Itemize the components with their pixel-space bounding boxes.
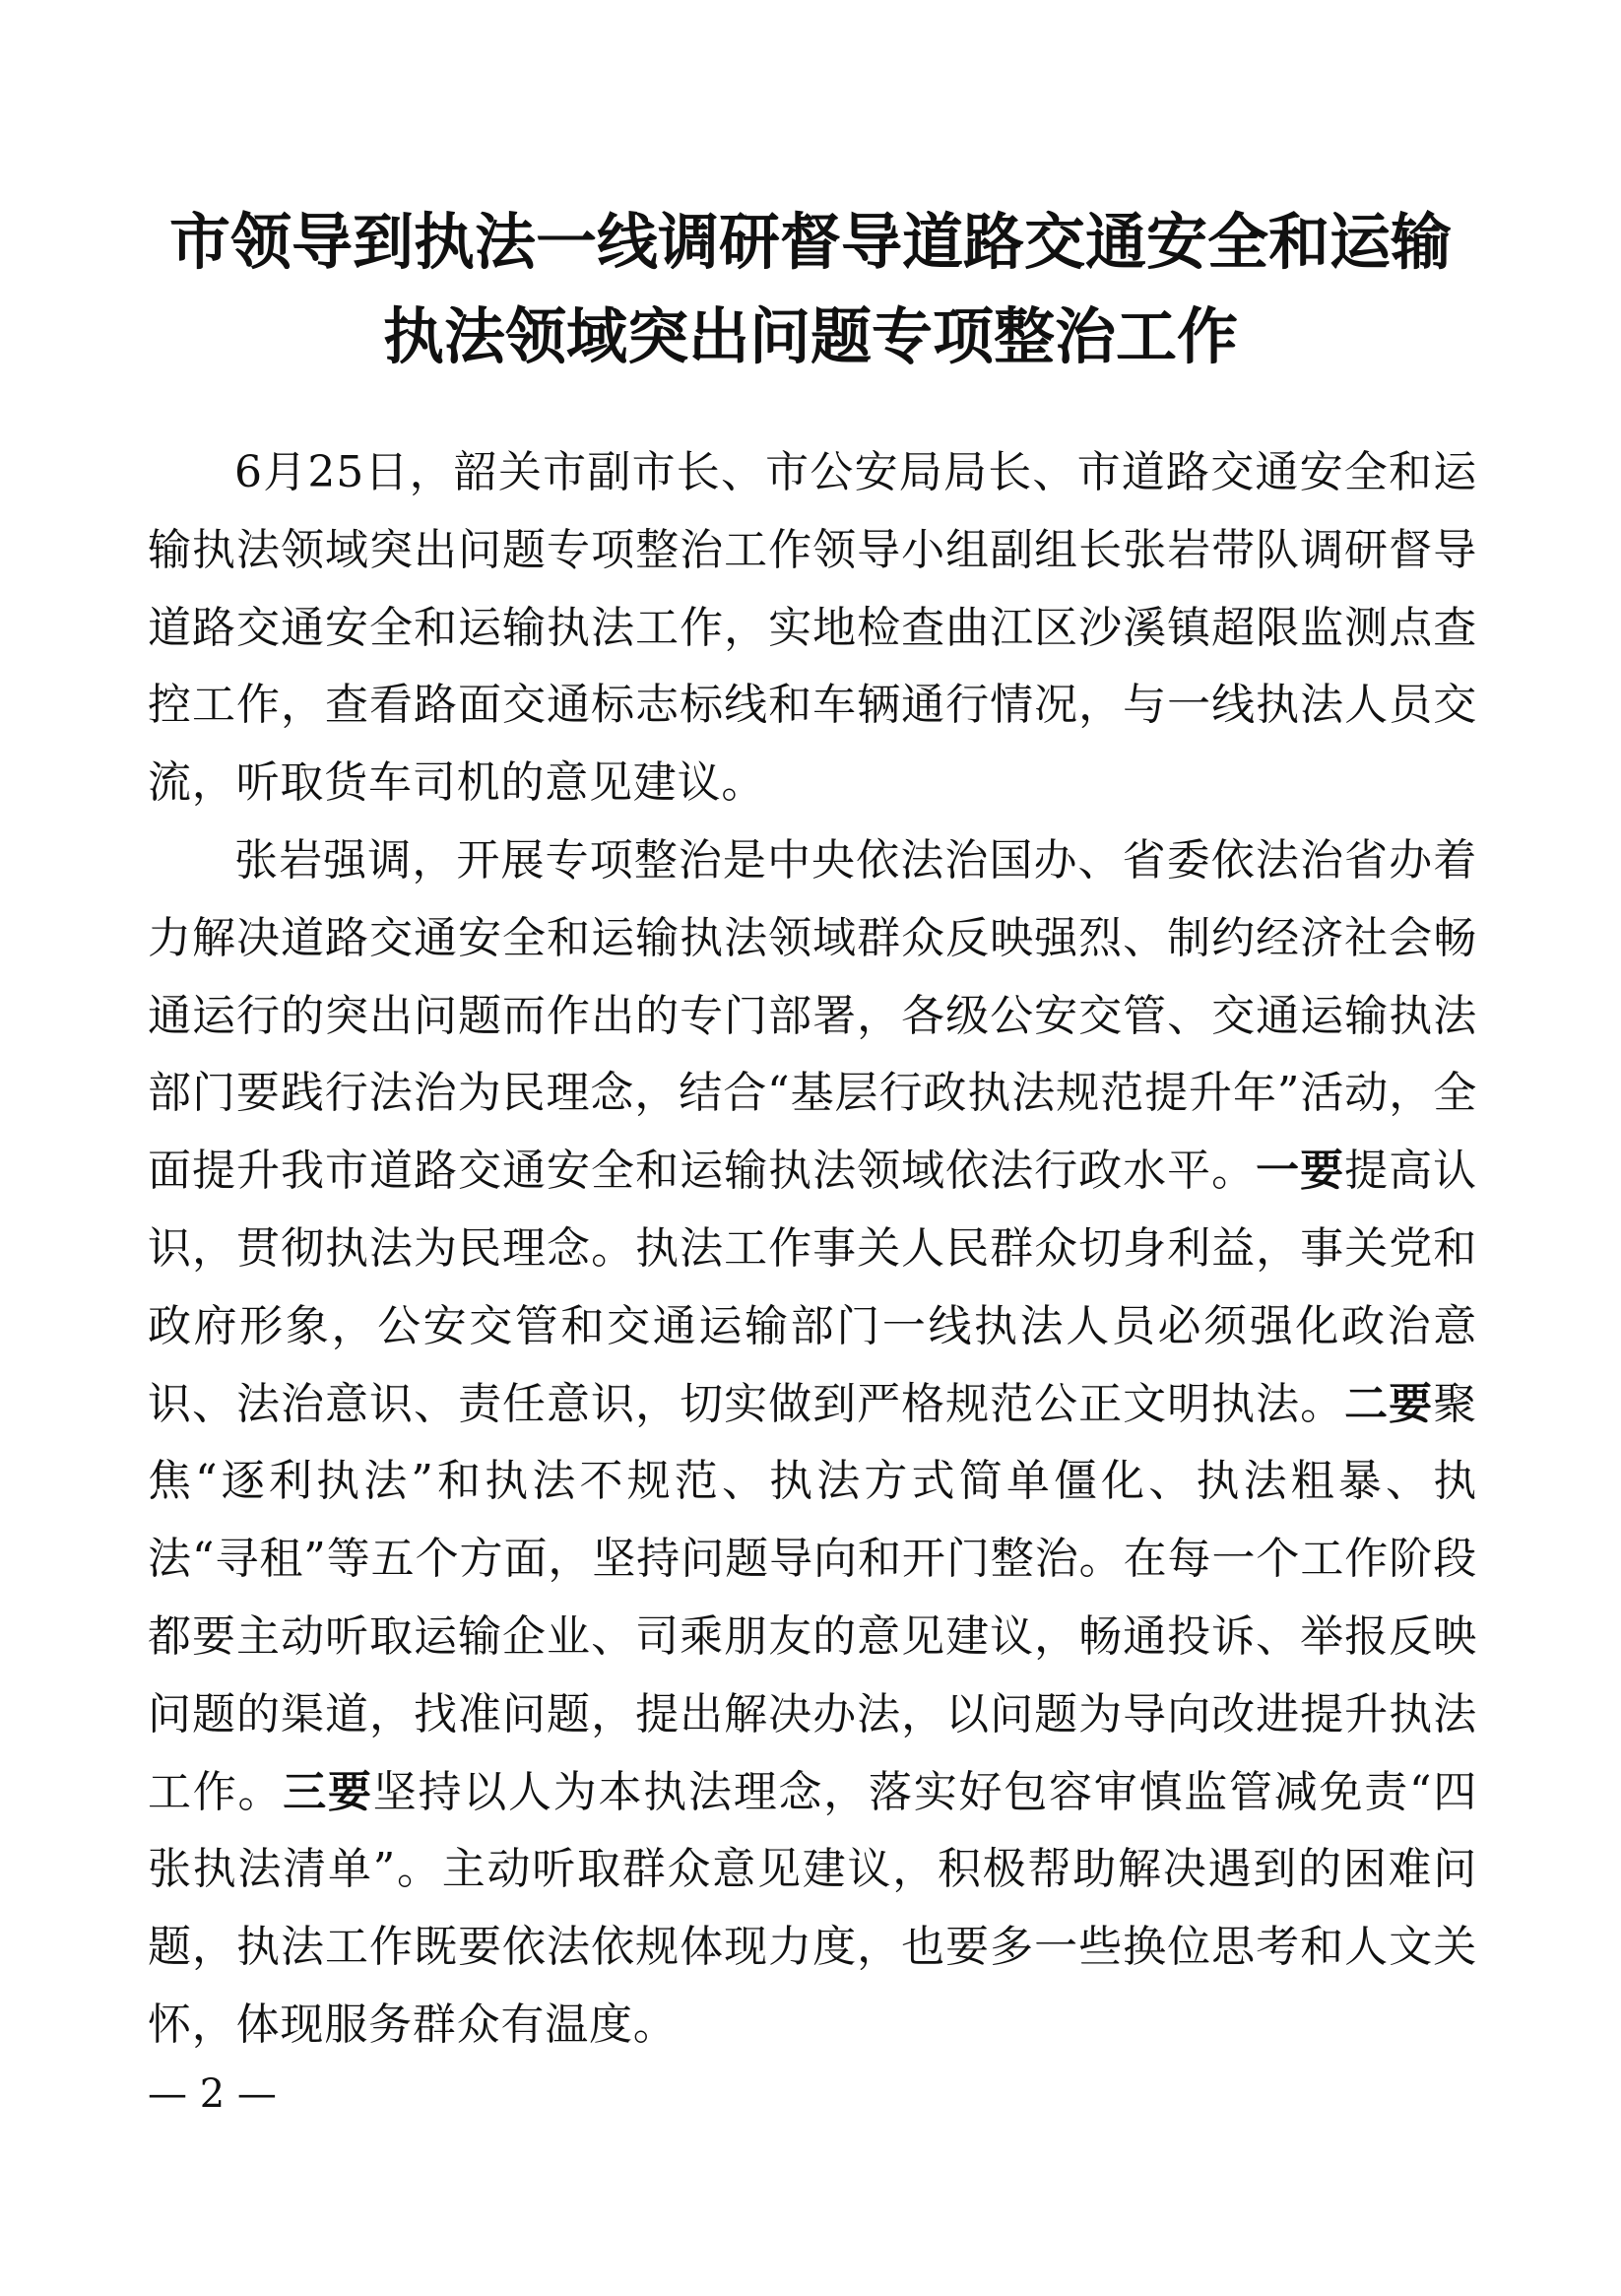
page-number: — 2 — xyxy=(148,2071,277,2117)
paragraph-1: 6月25日，韶关市副市长、市公安局局长、市道路交通安全和运输执法领域突出问题专项整治工作领导小组副组长张岩带队调研督导道路交通安全和运输执法工作，实地检查曲江区沙溪镇超限监测点查控工作，查看路面交通标志标线和车辆通行情况，与一线执法人员交流，听取货车司机的意见建议。 xyxy=(148,447,1477,809)
point-2-label: 二要 xyxy=(1344,1378,1434,1429)
paragraph-2-intro: 张岩强调，开展专项整治是中央依法治国办、省委依法治省办着力解决道路交通安全和运输执法领域群众反映强烈、制约经济社会畅通运行的突出问题而作出的专门部署，各级公安交管、交通运输执法部门要践行法治为民理念，结合“基层行政执法规范提升年”活动，全面提升我市道路交通安全和运输执法领域依法行政水平。 xyxy=(148,834,1477,1197)
title-line-1: 市领导到执法一线调研督导道路交通安全和运输 xyxy=(168,206,1452,278)
document-body xyxy=(148,434,1477,2065)
point-1-label: 一要 xyxy=(1256,1146,1345,1197)
title-line-2: 执法领域突出问题专项整治工作 xyxy=(382,300,1238,372)
point-1-text: 提高认识，贯彻执法为民理念。执法工作事关人民群众切身利益，事关党和政府形象，公安交管和交通运输部门一线执法人员必须强化政治意识、法治意识、责任意识，切实做到严格规范公正文明执法。 xyxy=(148,1146,1477,1429)
point-2-text: 聚焦“逐利执法”和执法不规范、执法方式简单僵化、执法粗暴、执法“寻租”等五个方面，坚持问题导向和开门整治。在每一个工作阶段都要主动听取运输企业、司乘朋友的意见建议，畅通投诉、举报反映问题的渠道，找准问题，提出解决办法，以问题为导向改进提升执法工作。 xyxy=(148,1378,1477,1817)
document-title xyxy=(148,195,1473,384)
point-3-label: 三要 xyxy=(283,1766,373,1817)
point-3-text: 坚持以人为本执法理念，落实好包容审慎监管减免责“四张执法清单”。主动听取群众意见建议，积极帮助解决遇到的困难问题，执法工作既要依法依规体现力度，也要多一些换位思考和人文关怀，体现服务群众有温度。 xyxy=(148,1766,1477,2050)
paragraph-2 xyxy=(148,822,1477,2065)
